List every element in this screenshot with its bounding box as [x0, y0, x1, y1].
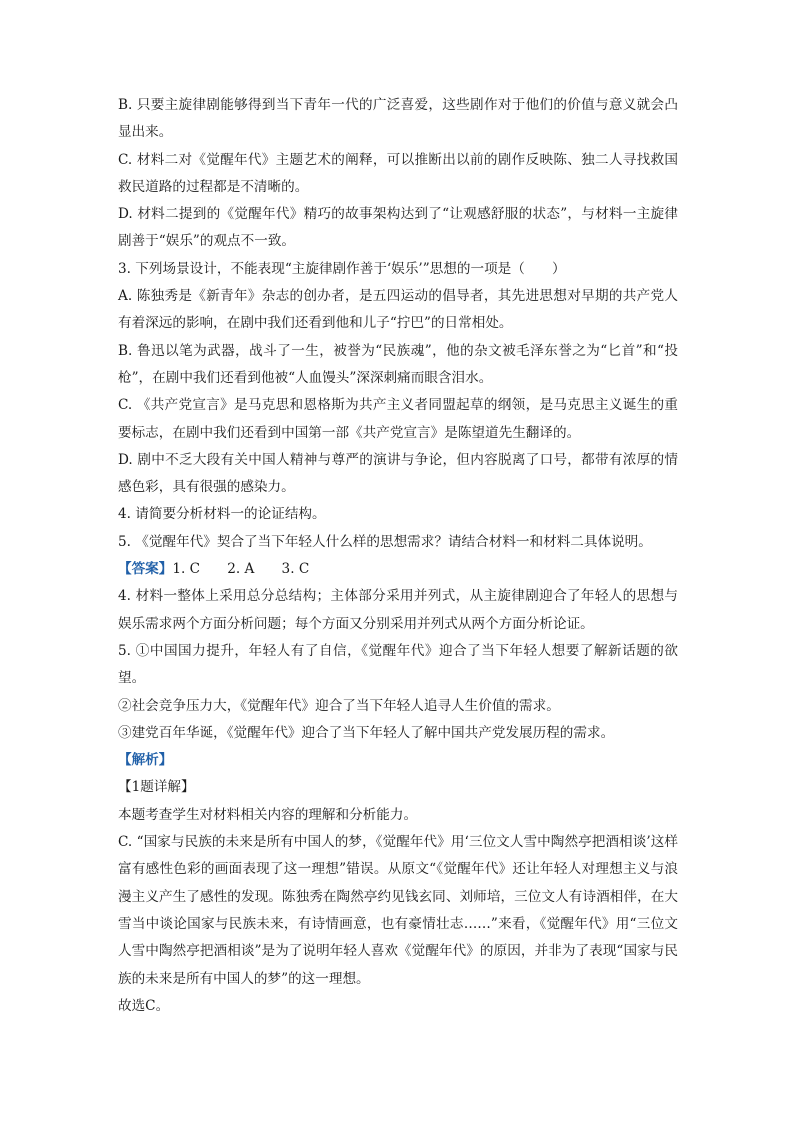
option-c-q3: C. 《共产党宣言》是马克思和恩格斯为共产主义者同盟起草的纲领，是马克思主义诞生的重要标志，在剧中我们还看到中国第一部《共产党宣言》是陈望道先生翻译的。	[118, 397, 678, 441]
option-d-q1: D. 材料二提到的《觉醒年代》精巧的故事架构达到了“让观感舒服的状态”，与材料一主旋律剧善于“娱乐”的观点不一致。	[118, 206, 678, 250]
answer-tag: 【答案】	[118, 561, 173, 578]
option-c-q1: C. 材料二对《觉醒年代》主题艺术的阐释，可以推断出以前的剧作反映陈、独二人寻找救国救民道路的过程都是不清晰的。	[118, 151, 678, 195]
detail-option-c: C. “国家与民族的未来是所有中国人的梦，《觉醒年代》用‘三位文人雪中陶然亭把酒相谈’这样富有感性色彩的画面表现了这一理想”错误。从原文“《觉醒年代》还让年轻人对理想主义与浪漫主义产生了感性的发现。陈独秀在陶然亭约见钱玄同、刘师培，三位文人有诗酒相伴，在大雪当中谈论国家与民族未来，有诗情画意，也有豪情壮志……”来看，《觉醒年代》用“三位文人雪中陶然亭把酒相谈”是为了说明年轻人喜欢《觉醒年代》的原因，并非为了表现“国家与民族的未来是所有中国人的梦”的这一理想。	[118, 834, 678, 987]
option-d-q3: D. 剧中不乏大段有关中国人精神与尊严的演讲与争论，但内容脱离了口号，都带有浓厚的情感色彩，具有很强的感染力。	[118, 451, 678, 496]
option-b-q3: B. 鲁迅以笔为武器，战斗了一生，被誉为“民族魂”，他的杂文被毛泽东誉之为“匕首”和“投枪”，在剧中我们还看到他被“人血馒头”深深刺痛而眼含泪水。	[118, 342, 678, 386]
answer-line	[118, 556, 678, 583]
question-3: 3. 下列场景设计，不能表现“主旋律剧作善于‘娱乐’”思想的一项是（ ）	[118, 260, 566, 277]
document-page	[118, 92, 678, 1020]
option-a-q3: A. 陈独秀是《新青年》杂志的创办者，是五四运动的倡导者，其先进思想对早期的共产党人有着深远的影响，在剧中我们还看到他和儿子“拧巴”的日常相处。	[118, 288, 678, 332]
option-b-q1: B. 只要主旋律剧能够得到当下青年一代的广泛喜爱，这些剧作对于他们的价值与意义就会凸显出来。	[118, 97, 678, 141]
question-4: 4. 请简要分析材料一的论证结构。	[118, 506, 326, 523]
answer-choices: 1. C 2. A 3. C	[172, 561, 310, 578]
answer-5-part-3: ③建党百年华诞，《觉醒年代》迎合了当下年轻人了解中国共产党发展历程的需求。	[118, 724, 615, 741]
answer-4: 4. 材料一整体上采用总分总结构；主体部分采用并列式，从主旋律剧迎合了年轻人的思想与娱乐需求两个方面分析问题；每个方面又分别采用并列式从两个方面分析论证。	[118, 588, 678, 632]
detail-intro: 本题考查学生对材料相关内容的理解和分析能力。	[118, 806, 418, 823]
answer-5-part-1: 5. ①中国国力提升，年轻人有了自信，《觉醒年代》迎合了当下年轻人想要了解新话题的欲望。	[118, 642, 678, 687]
choose-answer: 故选C。	[118, 997, 170, 1014]
question-5: 5. 《觉醒年代》契合了当下年轻人什么样的思想需求？请结合材料一和材料二具体说明。	[118, 533, 652, 550]
detail-tag: 【1题详解】	[118, 779, 195, 796]
answer-5-part-2: ②社会竞争压力大，《觉醒年代》迎合了当下年轻人追寻人生价值的需求。	[118, 697, 560, 714]
analysis-tag: 【解析】	[118, 752, 173, 769]
